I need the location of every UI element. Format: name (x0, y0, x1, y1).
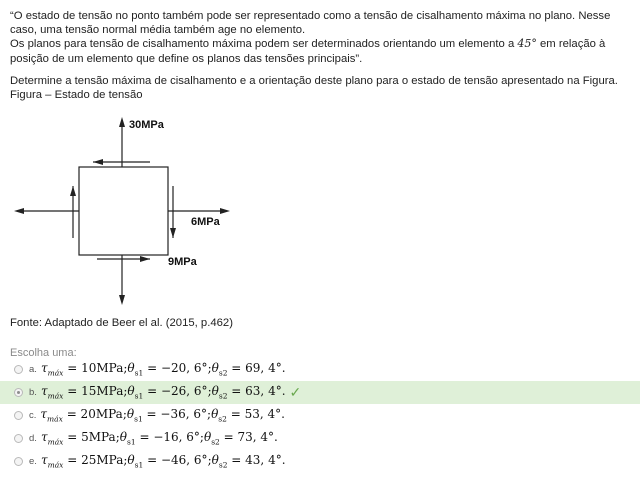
figure-source: Fonte: Adaptado de Beer el al. (2015, p.462) (10, 317, 233, 329)
radio-d[interactable] (14, 434, 23, 443)
option-formula: $\tau_{máx}$ = $5MPa;\theta_{s1} = -16$, $6^\circ;\theta_{s2} = 73$, 4°. (40, 430, 278, 447)
option-letter: e. (29, 456, 37, 467)
option-letter: c. (29, 410, 37, 421)
right-stress-label: 6MPa (191, 216, 220, 228)
radio-e[interactable] (14, 457, 23, 466)
bottom-shear-arrowhead (140, 256, 150, 262)
left-normal-arrowhead (14, 208, 24, 214)
question-text (10, 9, 636, 102)
radio-b[interactable] (14, 388, 23, 397)
stress-element-square (79, 167, 168, 255)
option-e[interactable] (0, 450, 640, 473)
answer-options (0, 358, 640, 473)
choose-label: Escolha uma: (10, 347, 77, 359)
radio-a[interactable] (14, 365, 23, 374)
angle-45: 45° (517, 37, 537, 51)
option-formula: $\tau_{máx}$ = $20MPa;\theta_{s1} = -36$, $6^\circ;\theta_{s2} = 53$, 4°. (40, 407, 285, 424)
question-para1: “O estado de tensão no ponto também pode ser representado como a tensão de cisalhamento máxima no plano. Nesse caso, uma tensão normal média também age no elemento. (10, 10, 611, 37)
left-shear-arrowhead (70, 186, 76, 196)
option-letter: b. (29, 387, 37, 398)
option-a[interactable] (0, 358, 640, 381)
question-para2-start: Os planos para tensão de cisalhamento máxima podem ser determinados orientando um elemento a (10, 38, 518, 51)
top-arrowhead (119, 117, 125, 127)
top-stress-label: 30MPa (129, 119, 164, 131)
question-para2 (10, 37, 636, 65)
option-letter: d. (29, 433, 37, 444)
bottom-stress-label: 9MPa (168, 256, 197, 268)
radio-c[interactable] (14, 411, 23, 420)
option-letter: a. (29, 364, 37, 375)
option-b[interactable] (0, 381, 640, 404)
top-shear-arrowhead (93, 159, 103, 165)
option-formula: $\tau_{máx}$ = $15MPa;\theta_{s1} = -26$, $6^\circ;\theta_{s2} = 63$, 4°. (40, 384, 286, 401)
option-formula: $\tau_{máx}$ = $25MPa;\theta_{s1} = -46$, $6^\circ;\theta_{s2} = 43$, 4°. (40, 453, 286, 470)
figure-caption: Figura – Estado de tensão (10, 89, 143, 102)
bottom-arrowhead (119, 295, 125, 305)
option-d[interactable] (0, 427, 640, 450)
stress-figure (0, 108, 300, 313)
question-para2-end: em relação à posição de um elemento que define os planos das tensões principais”. (10, 38, 606, 65)
option-c[interactable] (0, 404, 640, 427)
right-normal-arrowhead (220, 208, 230, 214)
question-para3: Determine a tensão máxima de cisalhamento e a orientação deste plano para o estado de tensão apresentado na Figura. (10, 74, 618, 87)
right-shear-arrowhead (170, 228, 176, 238)
correct-check-icon: ✓ (289, 384, 302, 400)
option-formula: $\tau_{máx}$ = $10MPa;\theta_{s1} = -20$, $6^\circ;\theta_{s2} = 69$, 4°. (40, 361, 286, 378)
